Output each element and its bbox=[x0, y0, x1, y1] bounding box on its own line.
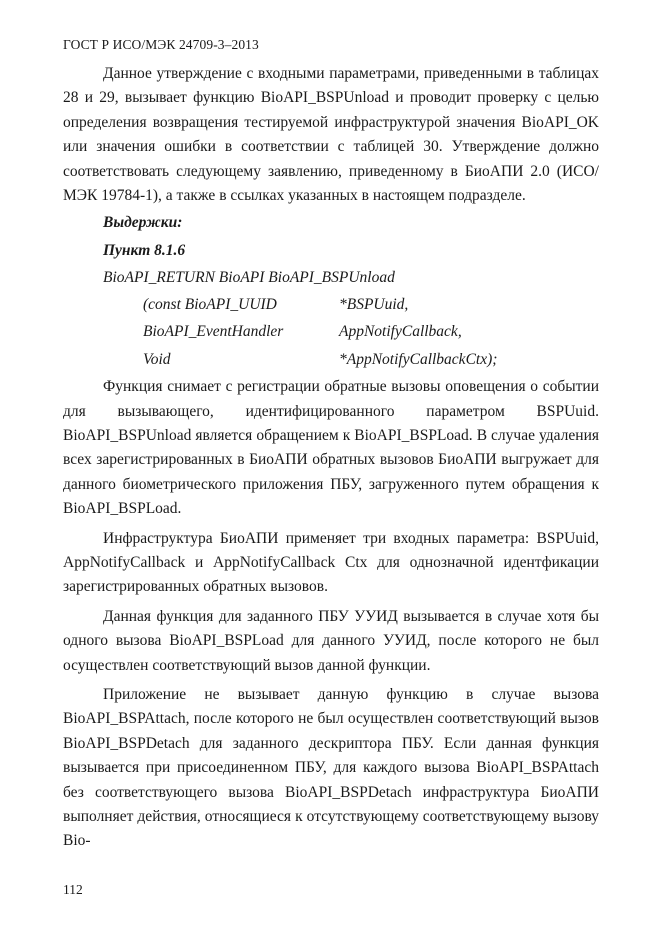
param-name: *BSPUuid, bbox=[339, 295, 409, 313]
param-name: AppNotifyCallback, bbox=[339, 323, 462, 341]
body-paragraph: Функция снимает с регистрации обратные вызовы оповещения о событии для вызывающего, идентифицированного параметром BSPUuid. BioAPI_BSPUnload является обращением к BioAPI_BSPLoad. В случае удаления всех зарегистрированных в БиоАПИ обратных вызовов БиоАПИ выгружает для данного биометрического приложения ПБУ, загруженного путем обращения к BioAPI_BSPLoad. bbox=[63, 378, 599, 518]
code-signature: BioAPI_RETURN BioAPI BioAPI_BSPUnload bbox=[103, 269, 395, 287]
page-number: 112 bbox=[63, 882, 83, 897]
body-paragraph: Приложение не вызывает данную функцию в случае вызова BioAPI_BSPAttach, после которого не был осуществлен соответствующий вызов BioAPI_BSPDetach для заданного дескриптора ПБУ. Если данная функция вызывается при присоединенном ПБУ, для каждого вызова BioAPI_BSPAttach без соответствующего вызова BioAPI_BSPDetach инфраструктура БиоАПИ выполняет действия, относящиеся к отсутствующему соответствующему вызову Bio- bbox=[63, 686, 599, 850]
document-header: ГОСТ Р ИСО/МЭК 24709-3–2013 bbox=[63, 37, 259, 52]
param-type: BioAPI_EventHandler bbox=[143, 323, 284, 341]
param-type: (const BioAPI_UUID bbox=[143, 295, 277, 313]
intro-paragraph: Данное утверждение с входными параметрами, приведенными в таблицах 28 и 29, вызывает функцию BioAPI_BSPUnload и проводит проверку с целью определения возвращения тестируемой инфраструктурой значения BioAPI_OK или значения ошибки в соответствии с таблицей 30. Утверждение должно соответствовать следующему заявлению, приведенному в БиоАПИ 2.0 (ИСО/МЭК 19784-1), а также в ссылках указанных в настоящем подразделе. bbox=[63, 65, 599, 205]
code-param-row bbox=[63, 318, 599, 346]
body-paragraph: Инфраструктура БиоАПИ применяет три входных параметра: BSPUuid, AppNotifyCallback и AppNotifyCallback Ctx для однозначной идентфикации зарегистрированных обратных вызовов. bbox=[63, 529, 599, 596]
code-param-row bbox=[63, 291, 599, 319]
param-name: *AppNotifyCallbackCtx); bbox=[339, 350, 498, 368]
code-param-row bbox=[63, 346, 599, 374]
param-type: Void bbox=[143, 350, 171, 368]
extracts-heading: Выдержки: bbox=[103, 214, 183, 232]
clause-heading: Пункт 8.1.6 bbox=[103, 241, 186, 259]
page-body bbox=[63, 62, 599, 854]
body-paragraph: Данная функция для заданного ПБУ УУИД вызывается в случае хотя бы одного вызова BioAPI_BSPLoad для данного УУИД, после которого не был осуществлен соответствующий вызов данной функции. bbox=[63, 607, 599, 674]
